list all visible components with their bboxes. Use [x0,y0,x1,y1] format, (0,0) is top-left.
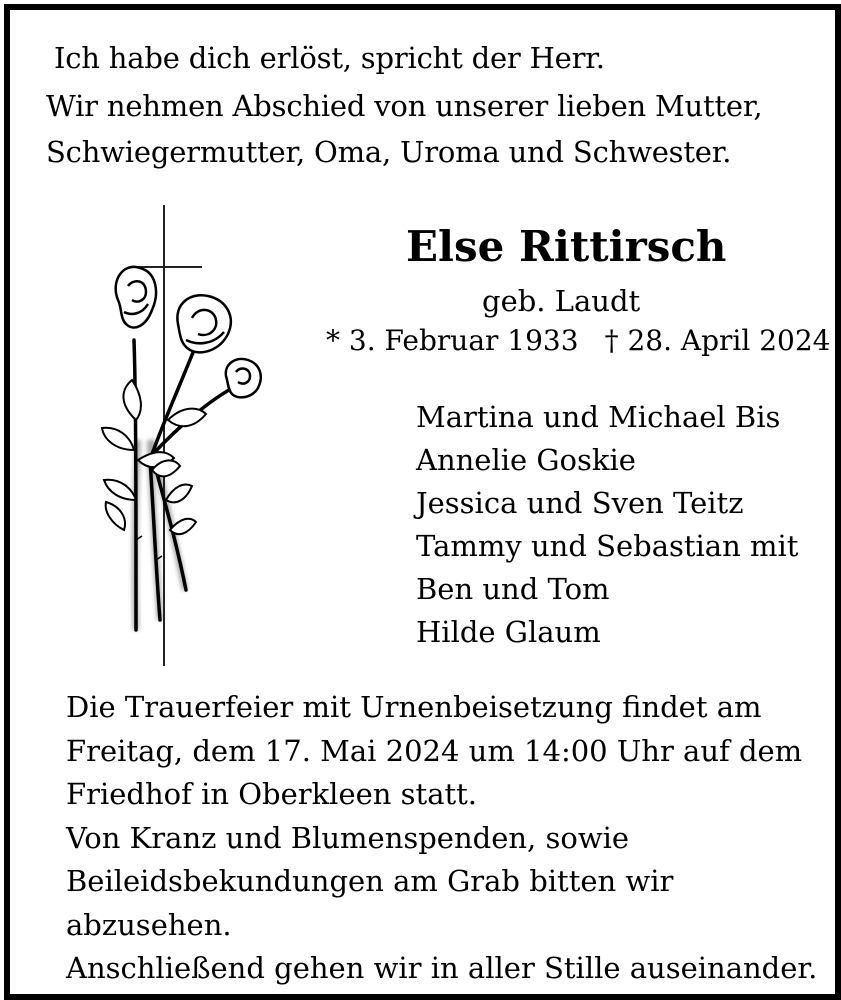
funeral-notice [66,686,817,991]
notice-line: Die Trauerfeier mit Urnenbeisetzung findet am [66,690,762,724]
notice-line: Freitag, dem 17. Mai 2024 um 14:00 Uhr auf dem [66,733,803,768]
mourner-line: Tammy und Sebastian mit [416,529,799,563]
notice-line: Anschließend gehen wir in aller Stille auseinander. [66,951,818,985]
mourner-line: Ben und Tom [416,572,610,606]
bible-verse: Ich habe dich erlöst, spricht der Herr. [54,41,605,75]
notice-line: Von Kranz und Blumenspenden, sowie [66,820,630,855]
life-dates [326,324,831,357]
farewell-line-2: Schwiegermutter, Oma, Uroma und Schwester. [46,135,732,169]
farewell-line-1: Wir nehmen Abschied von unserer lieben Mutter, [46,89,763,123]
mourner-line: Annelie Goskie [416,443,636,477]
obituary-notice [4,4,841,1000]
notice-line: Friedhof in Oberkleen statt. [66,777,478,811]
notice-line: abzusehen. [66,907,232,942]
death-date: † 28. April 2024 [604,324,831,357]
deceased-name: Else Rittirsch [406,222,727,271]
mourner-line: Hilde Glaum [416,615,601,649]
notice-line: Beileidsbekundungen am Grab bitten wir [66,864,674,898]
birth-date: * 3. Februar 1933 [326,324,579,357]
cross-with-roses-icon [90,200,280,670]
mourner-line: Jessica und Sven Teitz [416,486,744,520]
maiden-name: geb. Laudt [482,284,641,318]
mourner-line: Martina und Michael Bis [416,400,781,434]
mourners-list [416,396,798,654]
